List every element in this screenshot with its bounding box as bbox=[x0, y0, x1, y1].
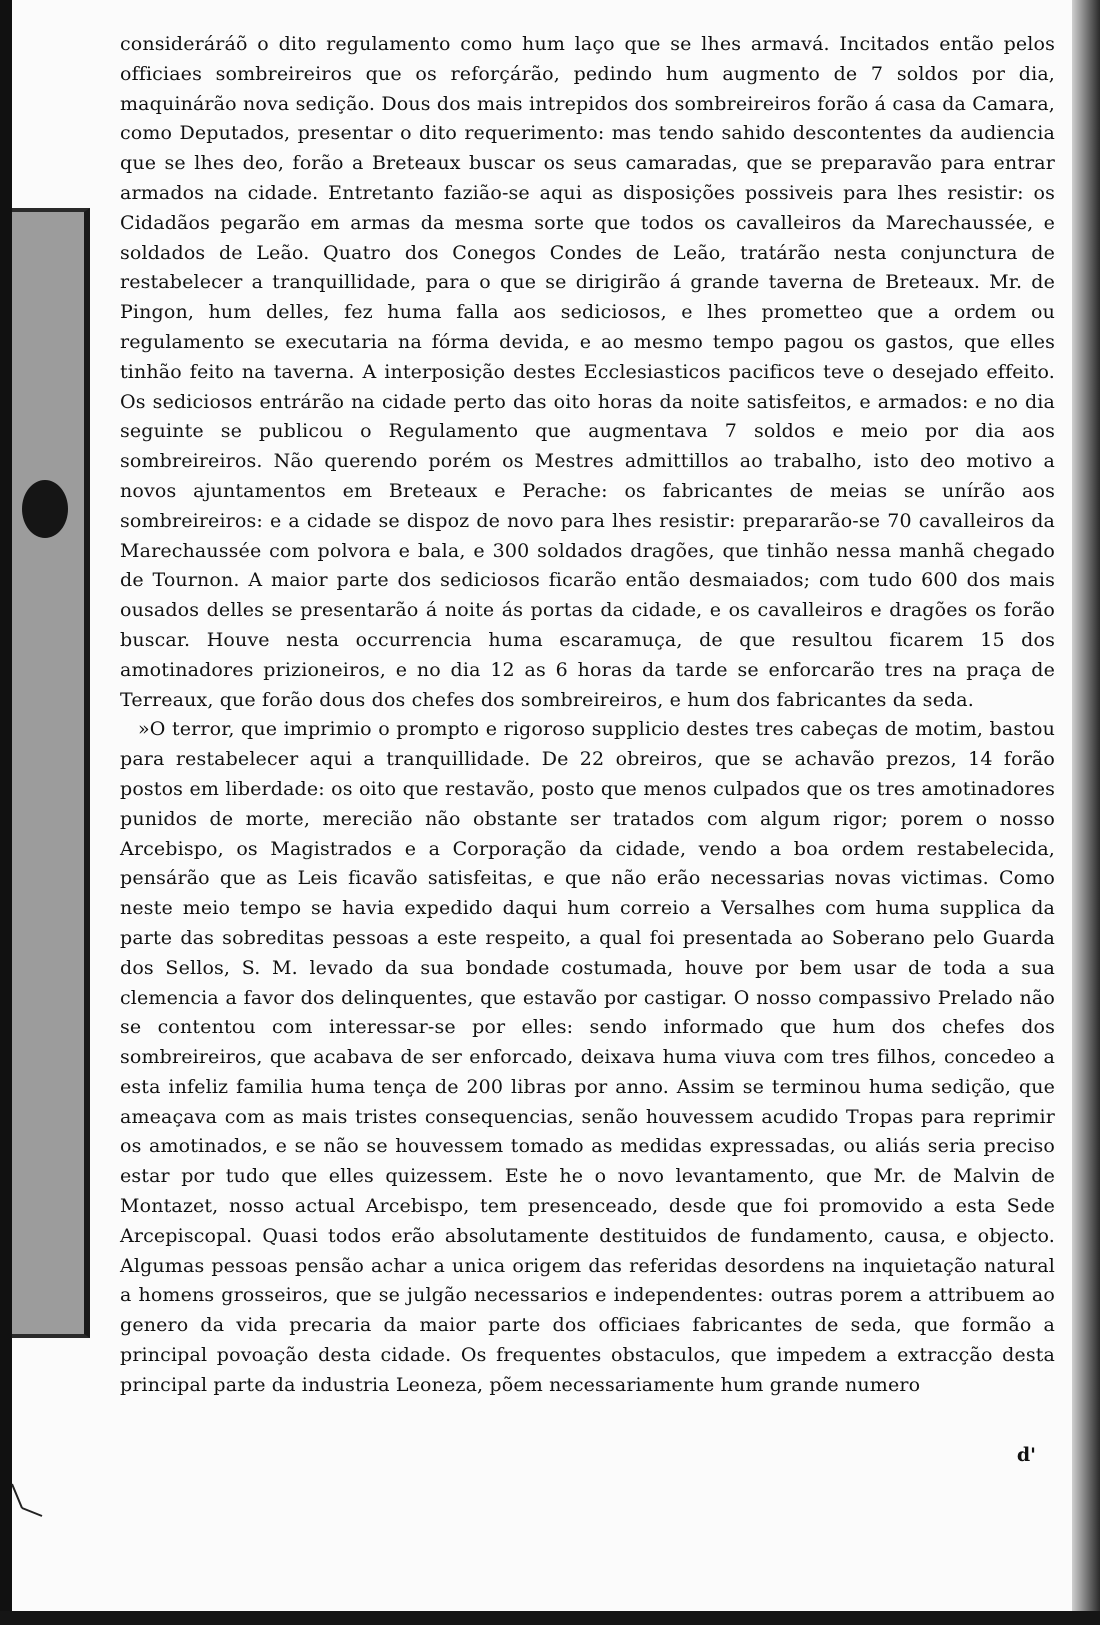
scratch-mark bbox=[8, 1480, 48, 1520]
binding-panel bbox=[12, 208, 90, 1338]
punch-hole bbox=[22, 480, 68, 538]
body-text bbox=[120, 30, 1055, 1401]
bottom-edge-shadow bbox=[0, 1611, 1100, 1625]
left-edge-shadow bbox=[0, 0, 12, 1625]
catchword: d' bbox=[1016, 1444, 1036, 1466]
paragraph: »O terror, que imprimio o prompto e rigoroso supplicio destes tres cabeças de motim, bastou para restabelecer aqui a tranquillidade. De 22 obreiros, que se achavão prezos, 14 forão postos em liberdade: os oito que restavão, posto que menos culpados que os tres amotinadores punidos de morte, merecião não obstante ser tratados com algum rigor; porem o nosso Arcebispo, os Magistrados e a Corporação da cidade, vendo a boa ordem restabelecida, pensárão que as Leis ficavão satisfeitas, e que não erão necessarias novas victimas. Como neste meio tempo se havia expedido daqui hum correio a Versalhes com huma supplica da parte das sobreditas pessoas a este respeito, a qual foi presentada ao Soberano pelo Guarda dos Sellos, S. M. levado da sua bondade costumada, houve por bem usar de toda a sua clemencia a favor dos delinquentes, que estavão por castigar. O nosso compassivo Prelado não se contentou com interessar-se por elles: sendo informado que hum dos chefes dos sombreireiros, que acabava de ser enforcado, deixava huma viuva com tres filhos, concedeo a esta infeliz familia huma tença de 200 libras por anno. Assim se terminou huma sedição, que ameaçava com as mais tristes consequencias, senão houvessem acudido Tropas para reprimir os amotinados, e se não se houvessem tomado as medidas expressadas, ou aliás seria preciso estar por tudo que elles quizessem. Este he o novo levantamento, que Mr. de Malvin de Montazet, nosso actual Arcebispo, tem presenceado, desde que foi promovido a esta Sede Arcepiscopal. Quasi todos erão absolutamente destituidos de fundamento, causa, e objecto. Algumas pessoas pensão achar a unica origem das referidas desordens na inquietação natural a homens grosseiros, que se julgão necessarios e independentes: outras porem a attribuem ao genero da vida precaria da maior parte dos officiaes fabricantes de seda, que formão a principal povoação desta cidade. Os frequentes obstaculos, que impedem a extracção desta principal parte da industria Leoneza, põem necessariamente hum grande numero bbox=[120, 718, 1055, 1396]
paragraph: consideráráõ o dito regulamento como hum laço que se lhes armavá. Incitados então pelos officiaes sombreireiros que os reforçárão, pedindo hum augmento de 7 soldos por dia, maquinárão nova sedição. Dous dos mais intrepidos dos sombreireiros forão á casa da Camara, como Deputados, presentar o dito requerimento: mas tendo sahido descontentes da audiencia que se lhes deo, forão a Breteaux buscar os seus camaradas, que se preparavão para entrar armados na cidade. Entretanto fazião-se aqui as disposições possiveis para lhes resistir: os Cidadãos pegarão em armas da mesma sorte que todos os cavalleiros da Marechaussée, e soldados de Leão. Quatro dos Conegos Condes de Leão, tratárão nesta conjunctura de restabelecer a tranquillidade, para o que se dirigirão á grande taverna de Breteaux. Mr. de Pingon, hum delles, fez huma falla aos sediciosos, e lhes prometteo que a ordem ou regulamento se executaria na fórma devida, e ao mesmo tempo pagou os gastos, que elles tinhão feito na taverna. A interposição destes Ecclesiasticos pacificos teve o desejado effeito. Os sediciosos entrárão na cidade perto das oito horas da noite satisfeitos, e armados: e no dia seguinte se publicou o Regulamento que augmentava 7 soldos e meio por dia aos sombreireiros. Não querendo porém os Mestres admittillos ao trabalho, isto deo motivo a novos ajuntamentos em Breteaux e Perache: os fabricantes de meias se unírão aos sombreireiros: e a cidade se dispoz de novo para lhes resistir: prepararão-se 70 cavalleiros da Marechaussée com polvora e bala, e 300 soldados dragões, que tinhão nessa manhã chegado de Tournon. A maior parte dos sediciosos ficarão então desmaiados; com tudo 600 dos mais ousados delles se presentarão á noite ás portas da cidade, e os cavalleiros e dragões os forão buscar. Houve nesta occurrencia huma escaramuça, de que resultou ficarem 15 dos amotinadores prizioneiros, e no dia 12 as 6 horas da tarde se enforcarão tres na praça de Terreaux, que forão dous dos chefes dos sombreireiros, e hum dos fabricantes da seda. bbox=[120, 33, 1055, 711]
right-edge-shadow bbox=[1072, 0, 1100, 1625]
